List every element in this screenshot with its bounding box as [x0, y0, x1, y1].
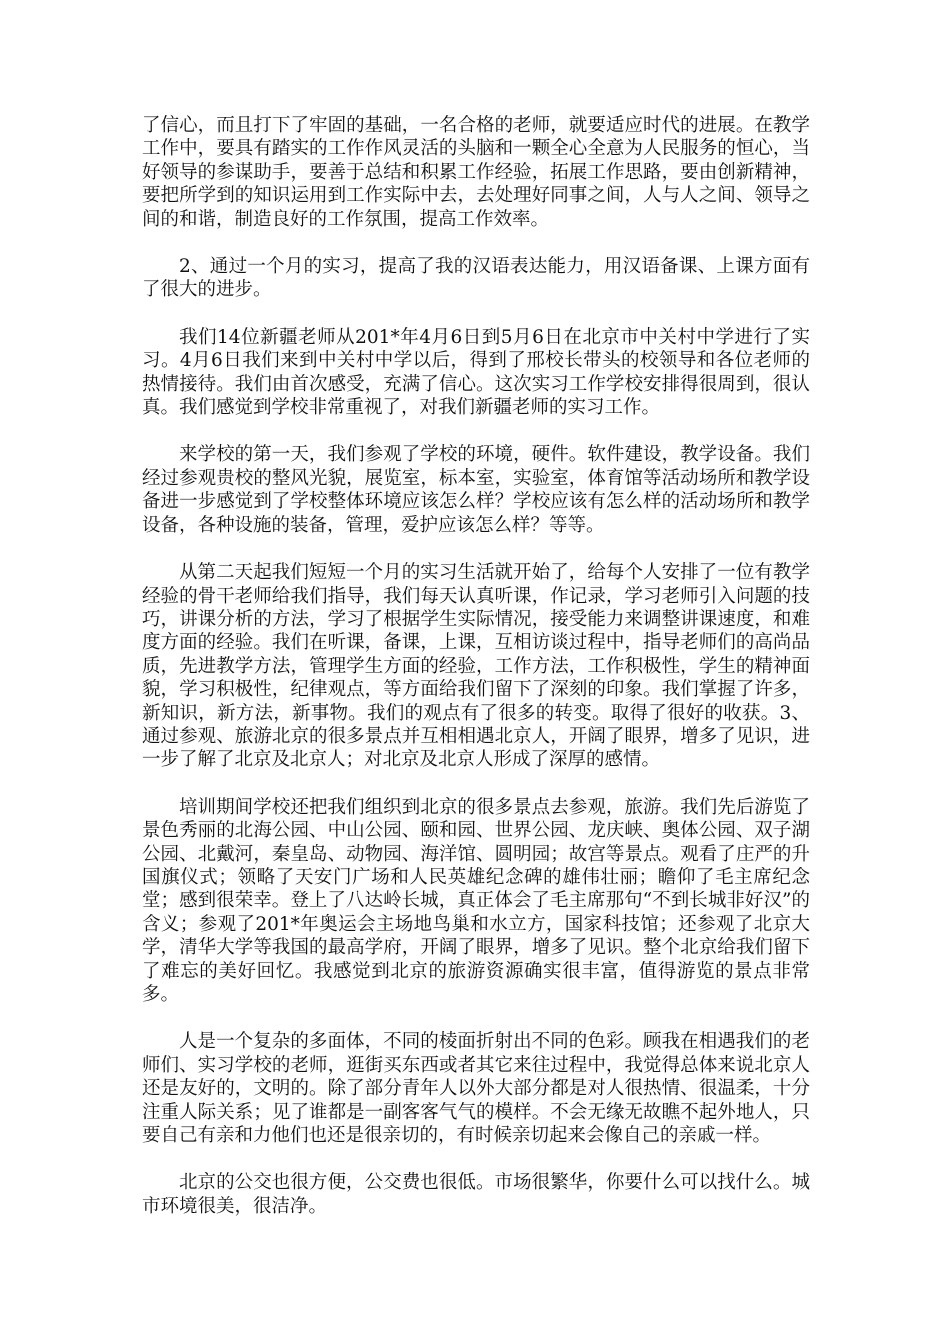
paragraph-1: 了信心，而且打下了牢固的基础，一名合格的老师，就要适应时代的进展。在教学工作中，要具有踏实的工作作风灵活的头脑和一颗全心全意为人民服务的恒心，当好领导的参谋助手，要善于总结和积累工作经验，拓展工作思路，要由创新精神，要把所学到的知识运用到工作实际中去，去处理好同事之间，人与人之间、领导之间的和谐，制造良好的工作氛围，提高工作效率。: [142, 115, 810, 230]
paragraph-8: 北京的公交也很方便，公交费也很低。市场很繁华，你要什么可以找什么。城市环境很美，很洁净。: [142, 1172, 810, 1217]
paragraph-3: 我们14位新疆老师从201*年4月6日到5月6日在北京市中关村中学进行了实习。4月6日我们来到中关村中学以后，得到了邢校长带头的校领导和各位老师的热情接待。我们由首次感受，充满了信心。这次实习工作学校安排得很周到，很认真。我们感觉到学校非常重视了，对我们新疆老师的实习工作。: [142, 326, 810, 419]
document-body: [142, 114, 810, 1242]
paragraph-6: 培训期间学校还把我们组织到北京的很多景点去参观，旅游。我们先后游览了景色秀丽的北海公园、中山公园、颐和园、世界公园、龙庆峡、奥体公园、双子湖公园、北戴河，秦皇岛、动物园、海洋馆、圆明园；故宫等景点。观看了庄严的升国旗仪式；领略了天安门广场和人民英雄纪念碑的雄伟壮丽；瞻仰了毛主席纪念堂；感到很荣幸。登上了八达岭长城，真正体会了毛主席那句“不到长城非好汉”的含义；参观了201*年奥运会主场地鸟巢和水立方，国家科技馆；还参观了北京大学，清华大学等我国的最高学府，开阔了眼界，增多了见识。整个北京给我们留下了难忘的美好回忆。我感觉到北京的旅游资源确实很丰富，值得游览的景点非常多。: [142, 796, 810, 1005]
paragraph-5: 从第二天起我们短短一个月的实习生活就开始了，给每个人安排了一位有教学经验的骨干老师给我们指导，我们每天认真听课，作记录，学习老师引入问题的技巧，讲课分析的方法，学习了根据学生实际情况，接受能力来调整讲课速度，和难度方面的经验。我们在听课，备课，上课，互相访谈过程中，指导老师们的高尚品质，先进教学方法，管理学生方面的经验，工作方法，工作积极性，学生的精神面貌，学习积极性，纪律观点，等方面给我们留下了深刻的印象。我们掌握了许多，新知识，新方法，新事物。我们的观点有了很多的转变。取得了很好的收获。3、通过参观、旅游北京的很多景点并互相相遇北京人，开阔了眼界，增多了见识，进一步了解了北京及北京人；对北京及北京人形成了深厚的感情。: [142, 562, 810, 771]
paragraph-7: 人是一个复杂的多面体，不同的棱面折射出不同的色彩。顾我在相遇我们的老师们、实习学校的老师，逛街买东西或者其它来往过程中，我觉得总体来说北京人还是友好的，文明的。除了部分青年人以外大部分都是对人很热情、很温柔，十分注重人际关系；见了谁都是一副客客气气的模样。不会无缘无故瞧不起外地人，只要自己有亲和力他们也还是很亲切的，有时候亲切起来会像自己的亲戚一样。: [142, 1031, 810, 1147]
paragraph-4: 来学校的第一天，我们参观了学校的环境，硬件。软件建设，教学设备。我们经过参观贵校的整风光貌，展览室，标本室，实验室，体育馆等活动场所和教学设备进一步感觉到了学校整体环境应该怎么样？学校应该有怎么样的活动场所和教学设备，各种设施的装备，管理，爱护应该怎么样？等等。: [142, 444, 810, 536]
paragraph-2: 2、通过一个月的实习，提高了我的汉语表达能力，用汉语备课、上课方面有了很大的进步。: [142, 256, 810, 301]
